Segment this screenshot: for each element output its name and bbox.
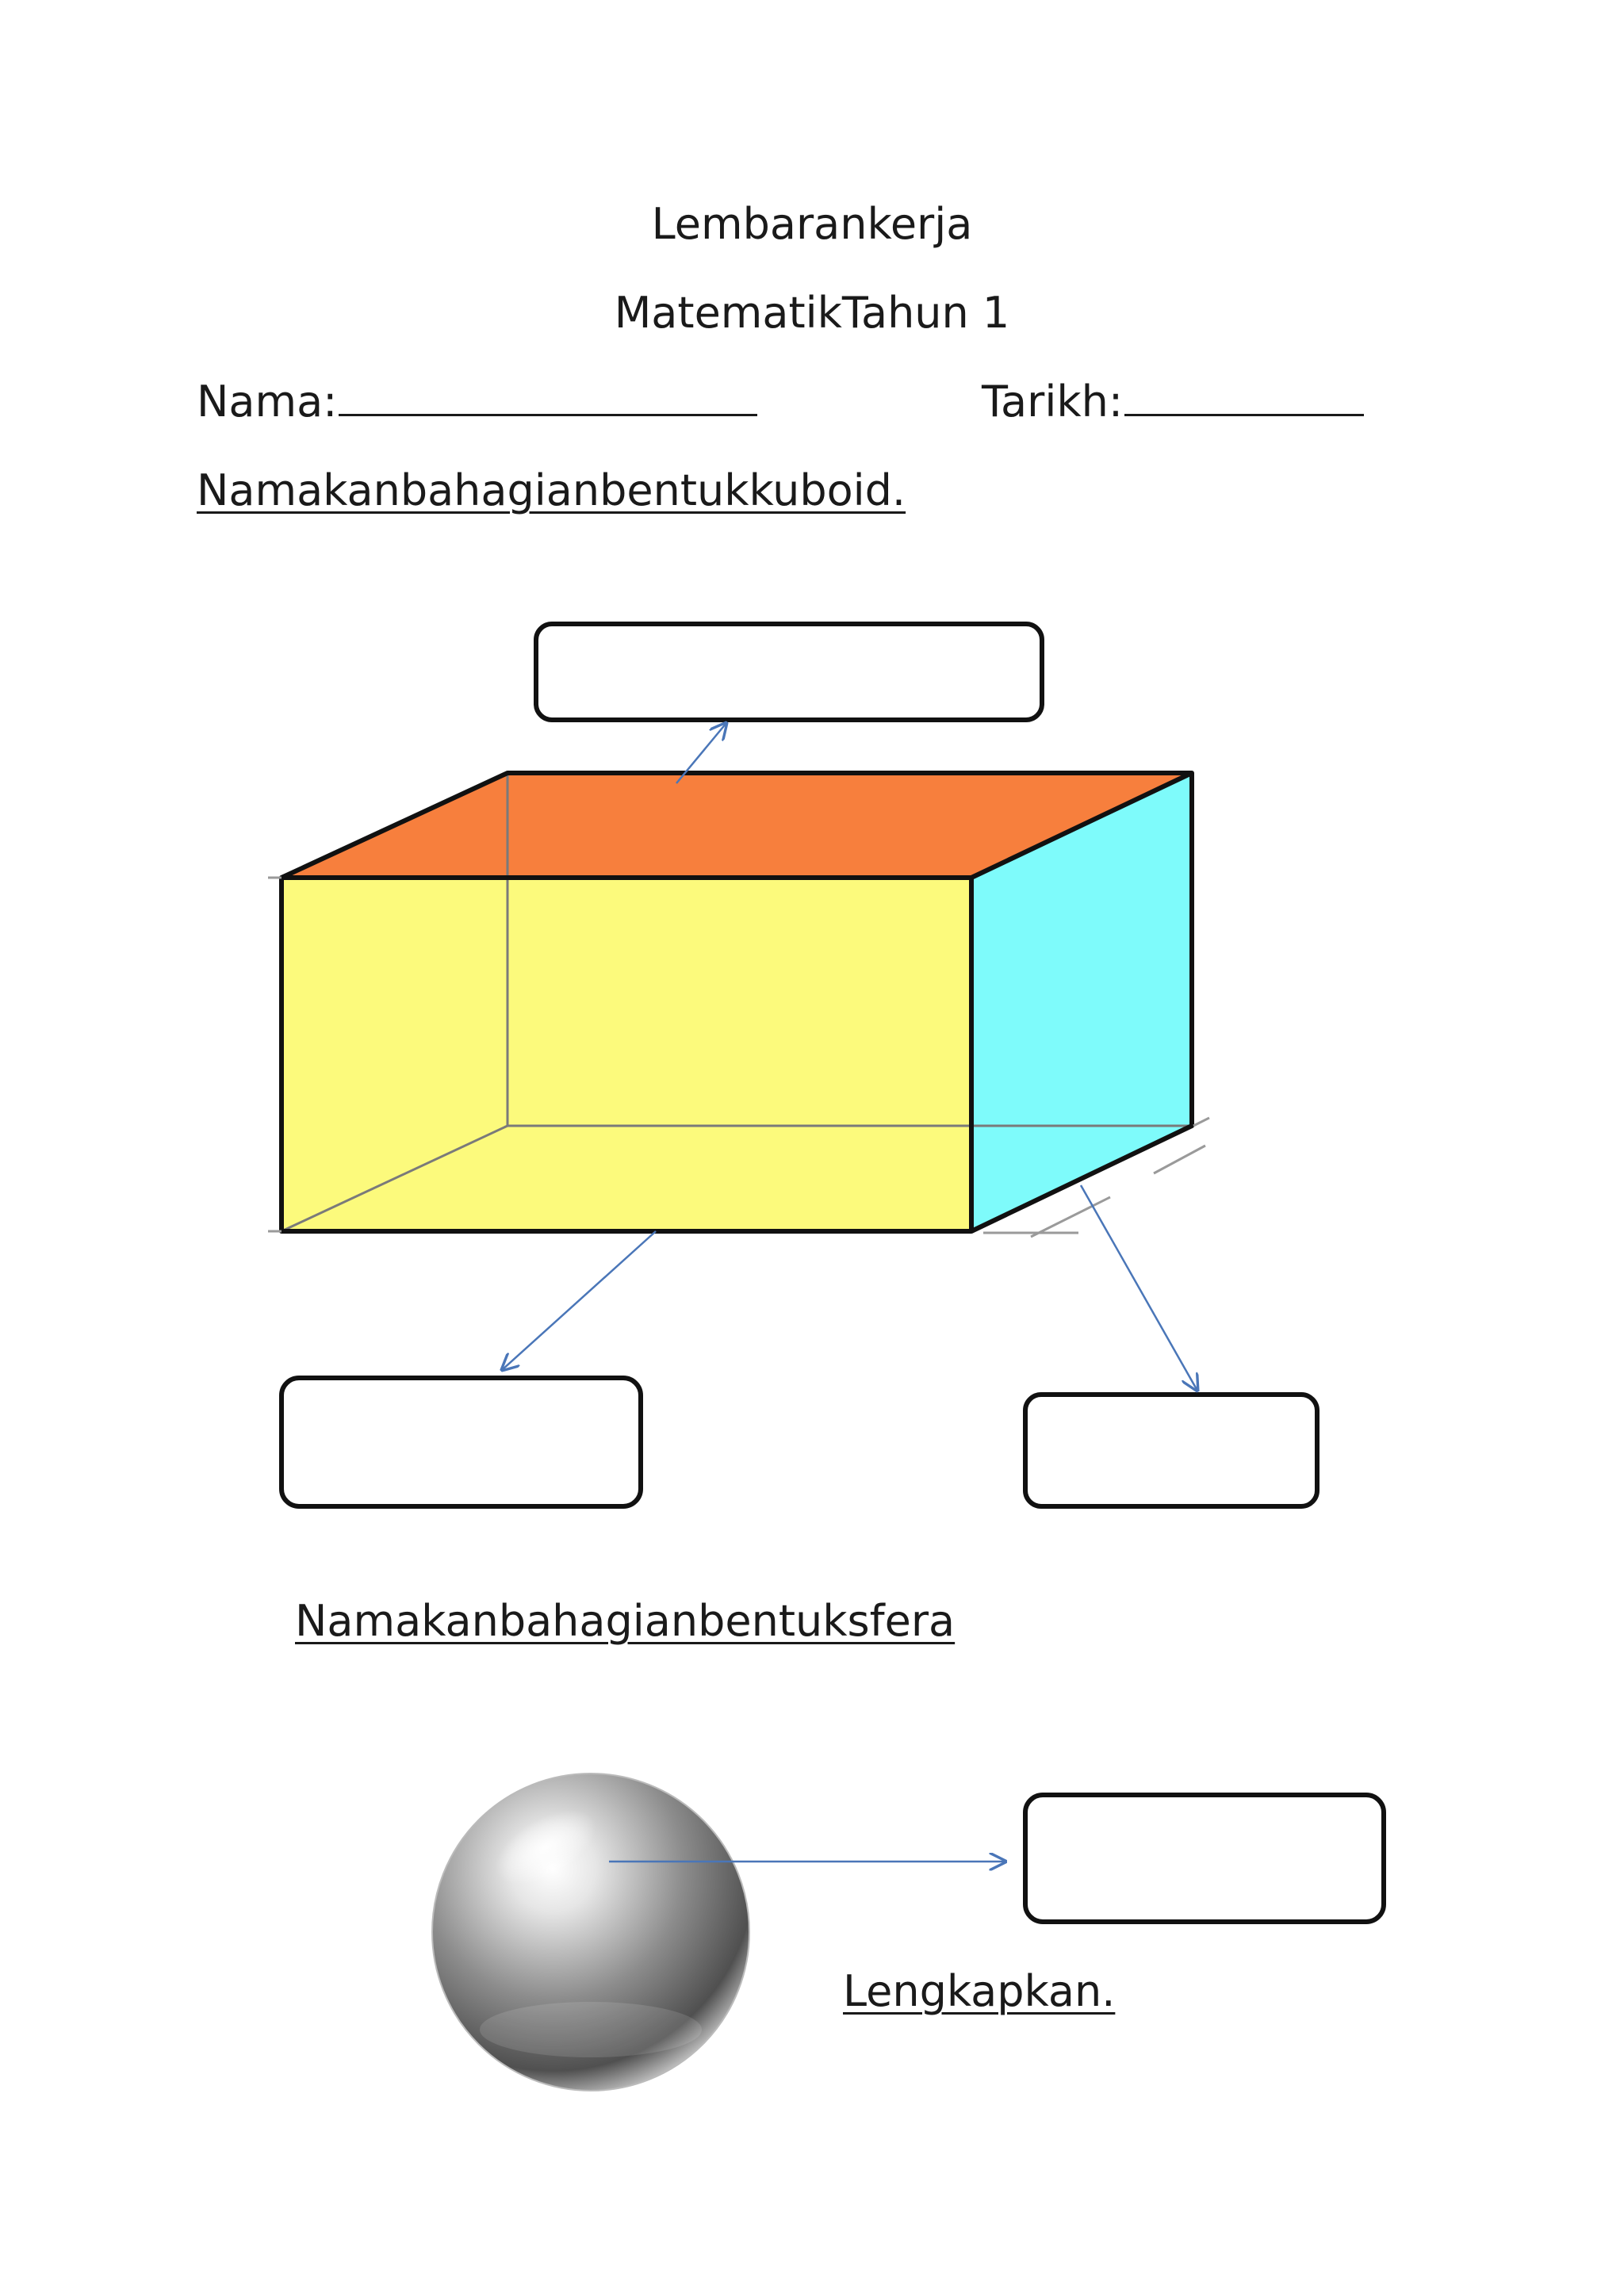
name-label: Nama:	[197, 377, 338, 427]
cuboid-heading: Namakanbahagianbentukkuboid.	[197, 465, 906, 515]
cuboid-top-label-box[interactable]	[536, 624, 1042, 720]
arrow-to-edge-box	[1081, 1185, 1197, 1391]
worksheet-subtitle: MatematikTahun 1	[614, 288, 1010, 338]
sphere-figure	[432, 1774, 749, 2091]
cuboid-front-face	[282, 878, 971, 1231]
cuboid-figure	[268, 773, 1209, 1237]
sphere-label-box[interactable]	[1025, 1795, 1384, 1922]
instruction-text: Lengkapkan.	[843, 1966, 1116, 2016]
cuboid-front-label-box[interactable]	[282, 1378, 641, 1506]
date-label: Tarikh:	[982, 377, 1124, 427]
arrow-to-front-box	[502, 1231, 656, 1370]
sphere-heading: Namakanbahagianbentuksfera	[295, 1596, 956, 1646]
cuboid-edge-label-box[interactable]	[1025, 1395, 1317, 1506]
worksheet-title: Lembarankerja	[651, 199, 973, 249]
